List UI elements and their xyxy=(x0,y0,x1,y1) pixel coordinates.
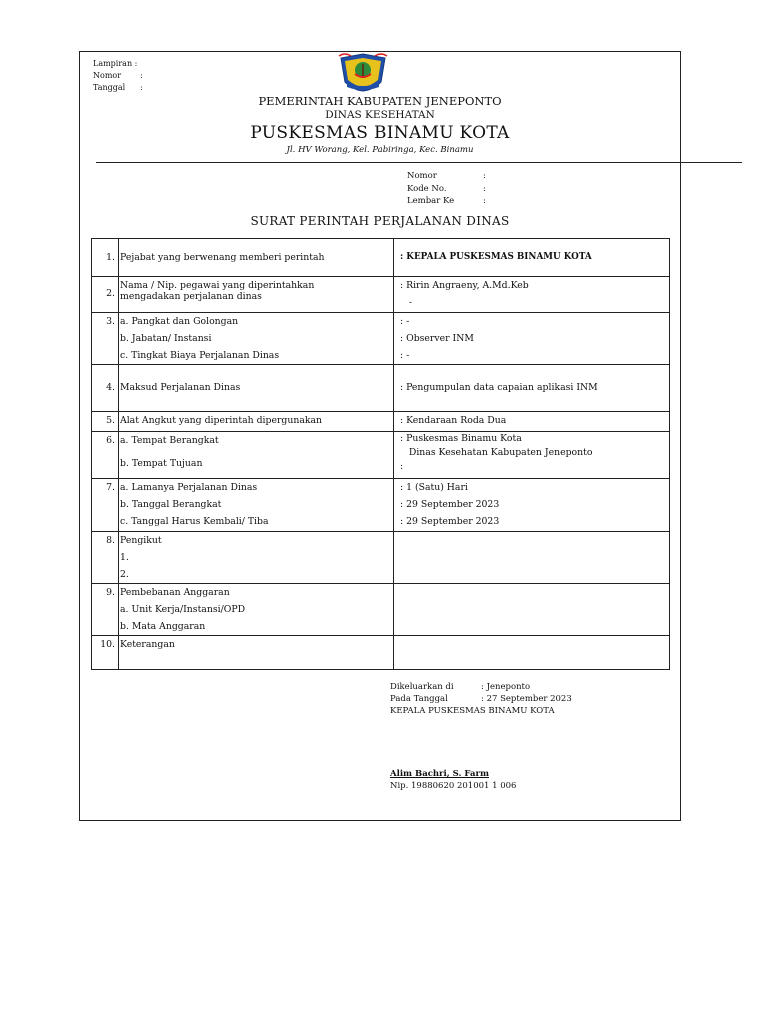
row-value: : - : Observer INM : - xyxy=(394,313,670,365)
row-value: : Puskesmas Binamu Kota Dinas Kesehatan Kabupaten Jeneponto : xyxy=(394,432,670,479)
row-number: 3. xyxy=(92,313,119,365)
header-divider xyxy=(96,162,742,163)
issuer-position: KEPALA PUSKESMAS BINAMU KOTA xyxy=(390,706,555,716)
issuance-block xyxy=(390,681,572,717)
row-number: 8. xyxy=(92,532,119,584)
row-value: : Pengumpulan data capaian aplikasi INM xyxy=(394,365,670,412)
meta-right-row: Lembar Ke : xyxy=(407,196,486,206)
document-title: SURAT PERINTAH PERJALANAN DINAS xyxy=(250,214,510,228)
row-label: Keterangan xyxy=(119,636,394,670)
row-number: 1. xyxy=(92,239,119,277)
row-label: a. Lamanya Perjalanan Dinas b. Tanggal Berangkat c. Tanggal Harus Kembali/ Tiba xyxy=(119,479,394,532)
meta-row-nomor: Nomor : xyxy=(93,71,143,80)
table-row xyxy=(92,365,670,412)
regency-logo-icon xyxy=(335,52,391,92)
row-label: a. Tempat Berangkat b. Tempat Tujuan xyxy=(119,432,394,479)
row-number: 9. xyxy=(92,584,119,636)
row-label: Maksud Perjalanan Dinas xyxy=(119,365,394,412)
row-value: : KEPALA PUSKESMAS BINAMU KOTA xyxy=(394,239,670,277)
table-row xyxy=(92,479,670,532)
table-row xyxy=(92,412,670,432)
header-address: Jl. HV Worang, Kel. Pabiringa, Kec. Binamu xyxy=(286,145,474,155)
row-number: 2. xyxy=(92,277,119,313)
row-number: 4. xyxy=(92,365,119,412)
row-label: Pejabat yang berwenang memberi perintah xyxy=(119,239,394,277)
row-label: Alat Angkut yang diperintah dipergunakan xyxy=(119,412,394,432)
meta-right-row: Nomor : xyxy=(407,171,486,181)
issued-place: Dikeluarkan di : Jeneponto xyxy=(390,682,531,692)
signer-block xyxy=(390,768,516,792)
letter-meta-top xyxy=(93,58,143,94)
table-row xyxy=(92,432,670,479)
table-row xyxy=(92,584,670,636)
signer-nip: Nip. 19880620 201001 1 006 xyxy=(390,781,517,791)
row-label: Pembebanan Anggaran a. Unit Kerja/Instansi/OPD b. Mata Anggaran xyxy=(119,584,394,636)
meta-row-tanggal: Tanggal : xyxy=(93,83,143,92)
row-label: Nama / Nip. pegawai yang diperintahkan mengadakan perjalanan dinas xyxy=(119,277,394,313)
table-row xyxy=(92,636,670,670)
table-row xyxy=(92,313,670,365)
row-value: : 1 (Satu) Hari : 29 September 2023 : 29 September 2023 xyxy=(394,479,670,532)
table-row xyxy=(92,277,670,313)
row-number: 5. xyxy=(92,412,119,432)
letter-meta-right xyxy=(407,170,486,208)
header-institution: PUSKESMAS BINAMU KOTA xyxy=(250,123,510,143)
row-number: 7. xyxy=(92,479,119,532)
row-value xyxy=(394,636,670,670)
row-value xyxy=(394,584,670,636)
travel-order-table xyxy=(91,238,670,670)
meta-right-row: Kode No. : xyxy=(407,183,486,194)
row-value: : Ririn Angraeny, A.Md.Keb - xyxy=(394,277,670,313)
row-number: 10. xyxy=(92,636,119,670)
row-label: a. Pangkat dan Golongan b. Jabatan/ Instansi c. Tingkat Biaya Perjalanan Dinas xyxy=(119,313,394,365)
issued-date: Pada Tanggal : 27 September 2023 xyxy=(390,694,572,704)
table-row xyxy=(92,532,670,584)
row-number: 6. xyxy=(92,432,119,479)
row-label: Pengikut 1. 2. xyxy=(119,532,394,584)
table-row xyxy=(92,239,670,277)
meta-row-lampiran: Lampiran : xyxy=(93,59,138,68)
header-government: PEMERINTAH KABUPATEN JENEPONTO xyxy=(258,94,502,108)
signer-name: Alim Bachri, S. Farm xyxy=(390,769,489,779)
row-value: : Kendaraan Roda Dua xyxy=(394,412,670,432)
row-value xyxy=(394,532,670,584)
header-department: DINAS KESEHATAN xyxy=(325,109,435,121)
document-page xyxy=(79,51,681,821)
